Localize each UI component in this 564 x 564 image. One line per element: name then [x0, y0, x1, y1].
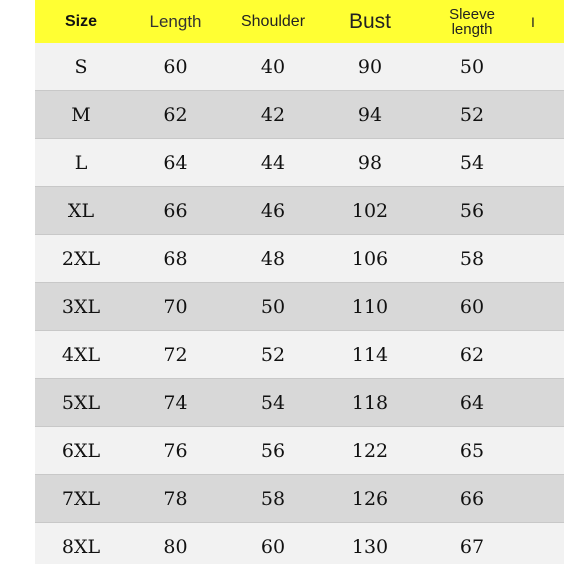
cell-bust: 130 — [351, 536, 389, 558]
size-chart-table — [35, 0, 564, 564]
table-row — [35, 523, 564, 564]
cell-sleeve: 50 — [459, 56, 485, 78]
cell-length: 68 — [163, 248, 188, 270]
table-row — [35, 331, 564, 379]
table-row — [35, 235, 564, 283]
header-sleeve-length — [418, 0, 526, 43]
cell-bust: 126 — [351, 488, 389, 510]
cell-shoulder: 44 — [260, 152, 286, 174]
table-row — [35, 283, 564, 331]
cell-size: L — [74, 152, 88, 174]
table-row — [35, 187, 564, 235]
header-sleeve-line1: Sleeve — [449, 5, 495, 23]
cell-size: 8XL — [61, 536, 101, 558]
table-row — [35, 43, 564, 91]
cell-length: 64 — [163, 152, 188, 174]
cell-length: 70 — [163, 296, 188, 318]
table-row — [35, 427, 564, 475]
cell-shoulder: 58 — [260, 488, 286, 510]
header-bust: Bust — [348, 10, 392, 33]
header-cut-off: I — [531, 13, 535, 30]
cell-bust: 118 — [351, 392, 389, 414]
cell-sleeve: 67 — [459, 536, 485, 558]
cell-size: 7XL — [61, 488, 101, 510]
cell-shoulder: 48 — [260, 248, 286, 270]
cell-bust: 102 — [351, 200, 389, 222]
cell-sleeve: 66 — [459, 488, 485, 510]
cell-shoulder: 56 — [260, 440, 286, 462]
cell-bust: 106 — [351, 248, 389, 270]
cell-sleeve: 64 — [459, 392, 485, 414]
cell-length: 76 — [163, 440, 188, 462]
cell-shoulder: 50 — [260, 296, 286, 318]
cell-sleeve: 52 — [459, 104, 485, 126]
cell-bust: 90 — [357, 56, 383, 78]
header-size: Size — [64, 12, 97, 30]
cell-shoulder: 60 — [260, 536, 286, 558]
cell-length: 66 — [163, 200, 188, 222]
table-row — [35, 91, 564, 139]
cell-sleeve: 62 — [459, 344, 485, 366]
cell-size: M — [71, 104, 91, 126]
cell-sleeve: 60 — [459, 296, 485, 318]
cell-shoulder: 40 — [260, 56, 286, 78]
cell-size: S — [74, 56, 88, 78]
table-row — [35, 475, 564, 523]
cell-size: 6XL — [61, 440, 101, 462]
cell-shoulder: 52 — [260, 344, 286, 366]
cell-bust: 94 — [357, 104, 383, 126]
table-header — [35, 0, 564, 43]
cell-length: 80 — [163, 536, 188, 558]
cell-length: 60 — [163, 56, 188, 78]
cell-shoulder: 42 — [260, 104, 286, 126]
cell-length: 78 — [163, 488, 188, 510]
cell-bust: 98 — [357, 152, 383, 174]
cell-sleeve: 65 — [459, 440, 485, 462]
header-length: Length — [149, 12, 202, 31]
cell-sleeve: 56 — [459, 200, 485, 222]
cell-length: 62 — [163, 104, 188, 126]
cell-bust: 110 — [351, 296, 389, 318]
header-shoulder: Shoulder — [240, 12, 306, 30]
cell-size: 4XL — [61, 344, 101, 366]
cell-sleeve: 54 — [459, 152, 485, 174]
cell-size: 3XL — [61, 296, 101, 318]
cell-size: XL — [67, 200, 95, 222]
cell-length: 74 — [163, 392, 188, 414]
cell-length: 72 — [163, 344, 188, 366]
cell-size: 5XL — [61, 392, 101, 414]
cell-shoulder: 46 — [260, 200, 286, 222]
cell-bust: 114 — [351, 344, 389, 366]
cell-size: 2XL — [61, 248, 101, 270]
cell-sleeve: 58 — [459, 248, 485, 270]
cell-bust: 122 — [351, 440, 389, 462]
table-row — [35, 379, 564, 427]
header-sleeve-line2: length — [451, 20, 493, 38]
table-row — [35, 139, 564, 187]
cell-shoulder: 54 — [260, 392, 286, 414]
